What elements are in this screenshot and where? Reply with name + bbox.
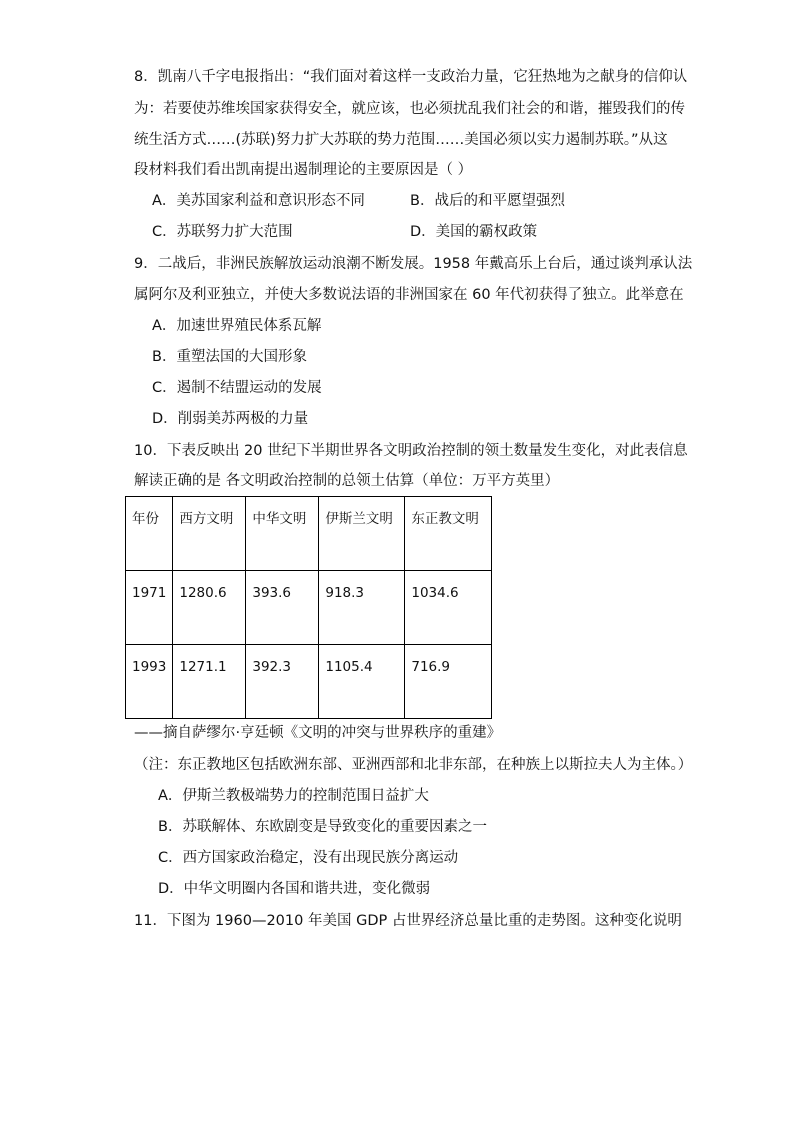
table-row — [126, 645, 492, 719]
q10-option-a: A．伊斯兰教极端势力的控制范围日益扩大 — [158, 788, 429, 804]
table-header-cell: 伊斯兰文明 — [319, 497, 405, 571]
q9-stem-line-1: 9．二战后，非洲民族解放运动浪潮不断发展。1958 年戴高乐上台后，通过谈判承认法 — [134, 256, 693, 272]
q11-stem-line-1: 11．下图为 1960—2010 年美国 GDP 占世界经济总量比重的走势图。这种变化说明 — [134, 913, 682, 929]
table-cell: 1993 — [126, 645, 173, 719]
table-cell: 1271.1 — [173, 645, 246, 719]
table-header-cell: 东正教文明 — [405, 497, 492, 571]
q10-source: ——摘自萨缪尔·亨廷顿《文明的冲突与世界秩序的重建》 — [134, 725, 502, 741]
q8-stem-line-2: 为：若要使苏维埃国家获得安全，就应该，也必须扰乱我们社会的和谐，摧毁我们的传 — [134, 101, 685, 117]
table-header-cell: 中华文明 — [246, 497, 319, 571]
table-cell: 392.3 — [246, 645, 319, 719]
q10-option-c: C．西方国家政治稳定，没有出现民族分离运动 — [158, 850, 459, 866]
q8-stem-line-3: 统生活方式……(苏联)努力扩大苏联的势力范围……美国必须以实力遏制苏联。”从这 — [134, 132, 668, 148]
q9-stem-line-2: 属阿尔及利亚独立，并使大多数说法语的非洲国家在 60 年代初获得了独立。此举意在 — [134, 287, 684, 303]
q10-option-b: B．苏联解体、东欧剧变是导致变化的重要因素之一 — [158, 819, 487, 835]
q10-stem-line-1: 10．下表反映出 20 世纪下半期世界各文明政治控制的领土数量发生变化，对此表信息 — [134, 443, 688, 459]
q8-stem-line-4: 段材料我们看出凯南提出遏制理论的主要原因是（ ） — [134, 162, 473, 178]
table-row — [126, 571, 492, 645]
q9-option-c: C．遏制不结盟运动的发展 — [152, 380, 322, 396]
territory-table — [125, 496, 492, 719]
q9-option-d: D．削弱美苏两极的力量 — [152, 411, 309, 427]
q8-option-a: A．美苏国家利益和意识形态不同 — [152, 193, 365, 209]
q9-option-a: A．加速世界殖民体系瓦解 — [152, 318, 322, 334]
table-cell: 918.3 — [319, 571, 405, 645]
q8-option-c: C．苏联努力扩大范围 — [152, 224, 293, 240]
table-cell: 1034.6 — [405, 571, 492, 645]
q8-option-d: D．美国的霸权政策 — [410, 224, 538, 240]
q10-note: （注：东正教地区包括欧洲东部、亚洲西部和北非东部，在种族上以斯拉夫人为主体。） — [134, 757, 693, 773]
table-cell: 1971 — [126, 571, 173, 645]
table-cell: 716.9 — [405, 645, 492, 719]
q10-stem-line-2: 解读正确的是 各文明政治控制的总领土估算（单位：万平方英里） — [134, 473, 560, 489]
q9-option-b: B．重塑法国的大国形象 — [152, 349, 307, 365]
table-header-row — [126, 497, 492, 571]
table-header-cell: 西方文明 — [173, 497, 246, 571]
table-cell: 393.6 — [246, 571, 319, 645]
q8-option-b: B．战后的和平愿望强烈 — [410, 193, 565, 209]
q8-stem-line-1: 8．凯南八千字电报指出：“我们面对着这样一支政治力量，它狂热地为之献身的信仰认 — [134, 69, 688, 85]
table-cell: 1105.4 — [319, 645, 405, 719]
table-cell: 1280.6 — [173, 571, 246, 645]
table-header-cell: 年份 — [126, 497, 173, 571]
q10-option-d: D．中华文明圈内各国和谐共进，变化微弱 — [158, 881, 431, 897]
